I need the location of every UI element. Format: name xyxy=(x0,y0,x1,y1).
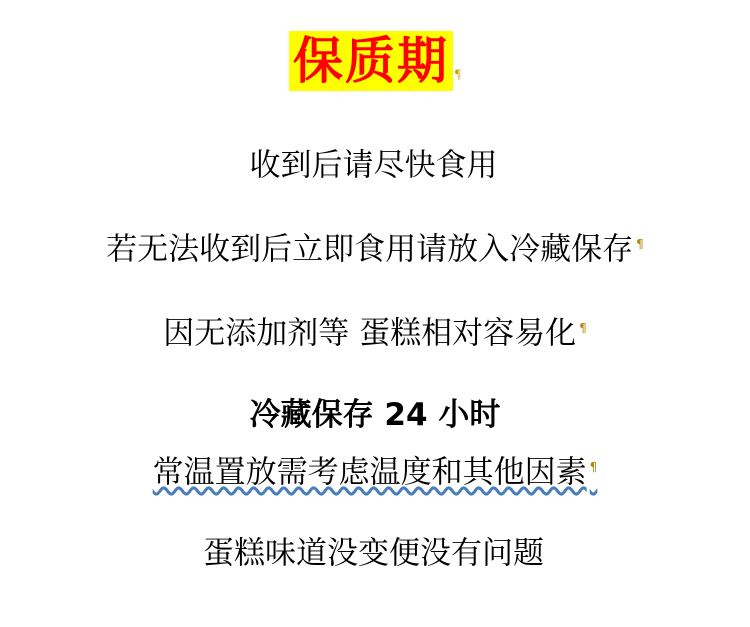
body-line-5-text: 常温置放需考虑温度和其他因素 xyxy=(152,454,587,491)
storage-prefix-text: 冷藏保存 xyxy=(249,396,385,433)
paragraph-mark-icon: ¶ xyxy=(636,237,644,252)
paragraph-mark-icon: ¶ xyxy=(455,66,461,81)
body-line-3-text: 因无添加剂等 蛋糕相对容易化 xyxy=(163,314,577,351)
storage-suffix-text: 小时 xyxy=(427,396,501,433)
body-line-4-storage-duration xyxy=(250,397,501,433)
paragraph-mark-icon: ¶ xyxy=(579,320,587,335)
body-line-2 xyxy=(106,226,644,267)
storage-hours-number: 24 xyxy=(384,396,428,433)
body-line-1-text: 收到后请尽快食用 xyxy=(249,147,498,184)
body-line-6 xyxy=(203,530,547,571)
body-line-1 xyxy=(250,142,501,183)
body-line-3 xyxy=(163,310,587,351)
page-title: 保质期 xyxy=(289,31,453,91)
body-line-2-text: 若无法收到后立即食用请放入冷藏保存 xyxy=(106,231,634,268)
body-line-6-text: 蛋糕味道没变便没有问题 xyxy=(203,535,544,572)
paragraph-mark-icon: ¶ xyxy=(589,459,598,474)
title-row xyxy=(289,30,461,92)
body-line-5 xyxy=(153,449,598,490)
